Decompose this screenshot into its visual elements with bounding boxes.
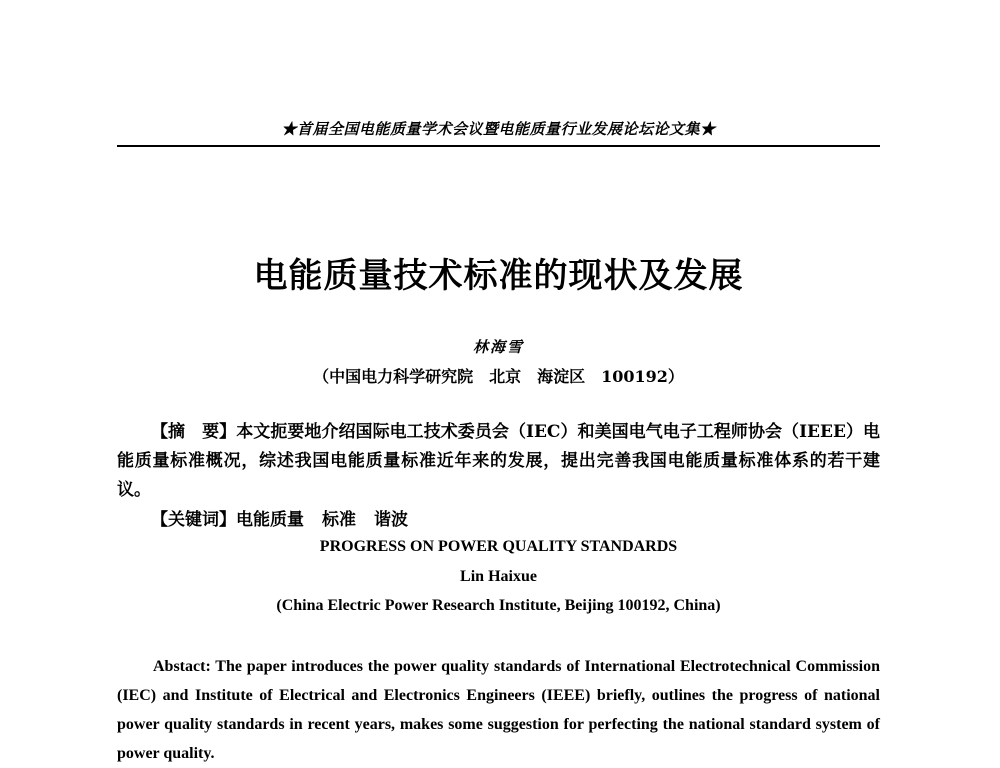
author-cn: 林海雪 [472,338,524,356]
author-en: Lin Haixue [460,568,537,585]
affiliation-cn: （中国电力科学研究院 北京 海淀区 100192） [313,367,684,386]
keyword: 标准 [322,510,356,530]
paper-title-cn: 电能质量技术标准的现状及发展 [253,256,744,296]
keyword: 电能质量 [236,510,304,530]
abstract-cn [117,418,880,505]
paper-title-en: PROGRESS ON POWER QUALITY STANDARDS [319,538,678,555]
abstract-label-cn: 【摘 要】 [151,422,237,442]
header-rule [117,145,880,147]
running-header: ★首届全国电能质量学术会议暨电能质量行业发展论坛论文集★ [281,120,716,138]
keywords-label-cn: 【关键词】 [151,510,236,530]
abstract-text-cn: 本文扼要地介绍国际电工技术委员会（IEC）和美国电气电子工程师协会（IEEE）电能质量标准概况，综述我国电能质量标准近年来的发展，提出完善我国电能质量标准体系的若干建议。 [117,422,881,500]
abstract-en: Abstact: The paper introduces the power quality standards of International Electrotechnical Commission (IEC) and Institute of Electrical and Electronics Engineers (IEEE) briefly, outlines the progress of national power quality standards in recent years, makes some suggestion for perfecting the national standard system of power quality. [117,658,880,762]
affiliation-en: (China Electric Power Research Institute, Beijing 100192, China) [276,597,721,614]
keyword: 谐波 [374,510,408,530]
keywords-cn [151,505,880,530]
